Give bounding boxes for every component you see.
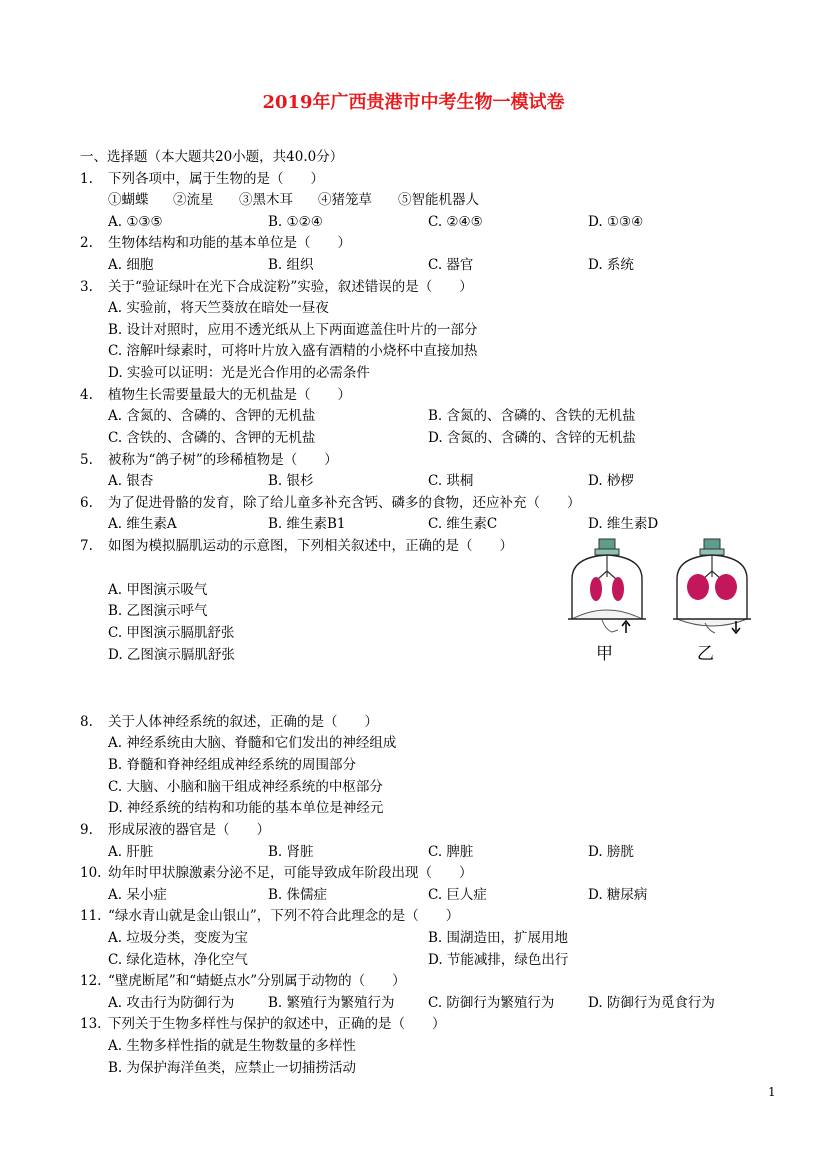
q1-item: ⑤智能机器人 xyxy=(398,192,479,208)
lung-balloon-left xyxy=(590,577,602,601)
q3-stem: 关于“验证绿叶在光下合成淀粉”实验，叙述错误的是（ ） xyxy=(108,279,473,295)
q10-option-b[interactable]: B. 侏儒症 xyxy=(268,887,328,903)
q8-number: 8. xyxy=(80,714,93,730)
diaphragm-model-illustration xyxy=(560,535,760,635)
q7-option-a[interactable]: A. 甲图演示吸气 xyxy=(108,582,208,598)
q9-option-a[interactable]: A. 肝脏 xyxy=(108,844,154,860)
q5-option-c[interactable]: C. 珙桐 xyxy=(428,473,474,489)
q12-option-d[interactable]: D. 防御行为觅食行为 xyxy=(588,995,715,1011)
q7-stem: 如图为模拟膈肌运动的示意图，下列相关叙述中，正确的是（ ） xyxy=(108,538,513,554)
q2-option-b[interactable]: B. 组织 xyxy=(268,257,314,273)
q1-item: ②流星 xyxy=(173,192,214,208)
q4-option-d[interactable]: D. 含氮的、含磷的、含锌的无机盐 xyxy=(428,430,636,446)
q8-option-c[interactable]: C. 大脑、小脑和脑干组成神经系统的中枢部分 xyxy=(108,779,383,795)
q1-option-b[interactable]: B. ①②④ xyxy=(268,214,323,230)
q8-option-d[interactable]: D. 神经系统的结构和功能的基本单位是神经元 xyxy=(108,800,384,816)
q2-option-a[interactable]: A. 细胞 xyxy=(108,257,154,273)
q1-item: ④猪笼草 xyxy=(318,192,372,208)
q10-number: 10. xyxy=(80,865,102,881)
q2-option-c[interactable]: C. 器官 xyxy=(428,257,474,273)
q9-stem: 形成尿液的器官是（ ） xyxy=(108,822,270,838)
q12-option-a[interactable]: A. 攻击行为防御行为 xyxy=(108,995,235,1011)
q11-number: 11. xyxy=(80,908,102,924)
q2-option-d[interactable]: D. 系统 xyxy=(588,257,634,273)
q12-number: 12. xyxy=(80,973,102,989)
q8-stem: 关于人体神经系统的叙述，正确的是（ ） xyxy=(108,714,378,730)
q5-option-d[interactable]: D. 桫椤 xyxy=(588,473,634,489)
q6-stem: 为了促进骨骼的发育，除了给儿童多补充含钙、磷多的食物，还应补充（ ） xyxy=(108,495,581,511)
q12-option-b[interactable]: B. 繁殖行为繁殖行为 xyxy=(268,995,395,1011)
q3-option-d[interactable]: D. 实验可以证明：光是光合作用的必需条件 xyxy=(108,365,370,381)
q11-stem: “绿水青山就是金山银山”，下列不符合此理念的是（ ） xyxy=(108,908,460,924)
q4-option-b[interactable]: B. 含氮的、含磷的、含铁的无机盐 xyxy=(428,408,636,424)
q3-option-c[interactable]: C. 溶解叶绿素时，可将叶片放入盛有酒精的小烧杯中直接加热 xyxy=(108,343,478,359)
q12-option-c[interactable]: C. 防御行为繁殖行为 xyxy=(428,995,555,1011)
q13-option-a[interactable]: A. 生物多样性指的就是生物数量的多样性 xyxy=(108,1038,356,1054)
q5-stem: 被称为“鸽子树”的珍稀植物是（ ） xyxy=(108,452,338,468)
q11-option-d[interactable]: D. 节能减排，绿色出行 xyxy=(428,952,569,968)
q7-number: 7. xyxy=(80,538,93,554)
q3-option-b[interactable]: B. 设计对照时，应用不透光纸从上下两面遮盖住叶片的一部分 xyxy=(108,322,478,338)
q7-option-d[interactable]: D. 乙图演示膈肌舒张 xyxy=(108,647,235,663)
q6-option-b[interactable]: B. 维生素B1 xyxy=(268,516,346,532)
q9-option-d[interactable]: D. 膀胱 xyxy=(588,844,634,860)
q10-option-c[interactable]: C. 巨人症 xyxy=(428,887,487,903)
figure-label-jia: 甲 xyxy=(596,644,613,664)
lung-balloon-right xyxy=(715,574,737,600)
q6-option-c[interactable]: C. 维生素C xyxy=(428,516,498,532)
q12-stem: “壁虎断尾”和“蜻蜓点水”分别属于动物的（ ） xyxy=(108,973,406,989)
q9-option-b[interactable]: B. 肾脏 xyxy=(268,844,314,860)
q1-option-a[interactable]: A. ①③⑤ xyxy=(108,214,163,230)
q2-number: 2. xyxy=(80,235,93,251)
q2-stem: 生物体结构和功能的基本单位是（ ） xyxy=(108,235,351,251)
q1-item: ③黑木耳 xyxy=(239,192,293,208)
section-heading: 一、选择题（本大题共20小题，共40.0分） xyxy=(80,149,344,165)
q11-option-a[interactable]: A. 垃圾分类，变废为宝 xyxy=(108,930,248,946)
q1-number: 1. xyxy=(80,171,93,187)
figure-label-yi: 乙 xyxy=(697,644,714,664)
q10-stem: 幼年时甲状腺激素分泌不足，可能导致成年阶段出现（ ） xyxy=(108,865,473,881)
bell-jar-yi xyxy=(673,539,751,633)
page-number: 1 xyxy=(768,1085,776,1099)
q8-option-a[interactable]: A. 神经系统由大脑、脊髓和它们发出的神经组成 xyxy=(108,735,397,751)
diaphragm-model-figure xyxy=(560,535,760,664)
lung-balloon-right xyxy=(612,577,624,601)
q7-option-b[interactable]: B. 乙图演示呼气 xyxy=(108,603,208,619)
q1-item: ①蝴蝶 xyxy=(108,192,149,208)
q9-option-c[interactable]: C. 脾脏 xyxy=(428,844,474,860)
q5-option-a[interactable]: A. 银杏 xyxy=(108,473,154,489)
q4-option-c[interactable]: C. 含铁的、含磷的、含钾的无机盐 xyxy=(108,430,316,446)
q4-option-a[interactable]: A. 含氮的、含磷的、含钾的无机盐 xyxy=(108,408,316,424)
bell-jar-jia xyxy=(568,539,646,633)
q5-option-b[interactable]: B. 银杉 xyxy=(268,473,314,489)
q8-option-b[interactable]: B. 脊髓和脊神经组成神经系统的周围部分 xyxy=(108,757,357,773)
q5-number: 5. xyxy=(80,452,93,468)
q7-option-c[interactable]: C. 甲图演示膈肌舒张 xyxy=(108,625,235,641)
q9-number: 9. xyxy=(80,822,93,838)
q13-number: 13. xyxy=(80,1016,102,1032)
q10-option-d[interactable]: D. 糖尿病 xyxy=(588,887,648,903)
q1-option-d[interactable]: D. ①③④ xyxy=(588,214,644,230)
lung-balloon-left xyxy=(687,574,709,600)
q3-number: 3. xyxy=(80,279,93,295)
q1-option-c[interactable]: C. ②④⑤ xyxy=(428,214,483,230)
q6-number: 6. xyxy=(80,495,93,511)
q13-option-b[interactable]: B. 为保护海洋鱼类，应禁止一切捕捞活动 xyxy=(108,1060,357,1076)
q6-option-a[interactable]: A. 维生素A xyxy=(108,516,177,532)
q13-stem: 下列关于生物多样性与保护的叙述中，正确的是（ ） xyxy=(108,1016,446,1032)
q1-stem: 下列各项中，属于生物的是（ ） xyxy=(108,171,324,187)
q4-stem: 植物生长需要量最大的无机盐是（ ） xyxy=(108,387,351,403)
q10-option-a[interactable]: A. 呆小症 xyxy=(108,887,167,903)
q6-option-d[interactable]: D. 维生素D xyxy=(588,516,659,532)
q3-option-a[interactable]: A. 实验前，将天竺葵放在暗处一昼夜 xyxy=(108,300,329,316)
exam-title: 2019年广西贵港市中考生物一模试卷 xyxy=(262,92,565,113)
q11-option-c[interactable]: C. 绿化造林，净化空气 xyxy=(108,952,248,968)
q4-number: 4. xyxy=(80,387,93,403)
q11-option-b[interactable]: B. 围湖造田，扩展用地 xyxy=(428,930,569,946)
